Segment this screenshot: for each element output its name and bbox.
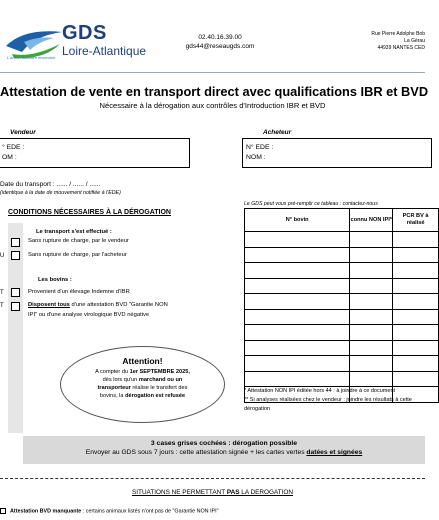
bovins-heading: Les bovins : [38, 277, 72, 283]
table-cell[interactable] [245, 356, 350, 372]
table-cell[interactable] [350, 356, 393, 372]
table-cell[interactable] [350, 278, 393, 294]
checkbox-manquante[interactable] [0, 508, 6, 514]
table-cell[interactable] [393, 371, 439, 387]
header-divider [0, 72, 425, 73]
table-row [245, 278, 439, 294]
document-subtitle: Nécessaire à la dérogation aux contrôles d'Introduction IBR et BVD [99, 101, 326, 110]
table-cell[interactable] [245, 278, 350, 294]
situations-title: SITUATIONS NE PERMETTANT PAS LA DEROGATION [132, 489, 293, 496]
derogation-line-1: 3 cases grises cochées : dérogation possible [150, 440, 298, 447]
table-cell[interactable] [350, 371, 393, 387]
table-body [245, 232, 439, 403]
table-row [245, 356, 439, 372]
acheteur-label: Acheteur [263, 129, 292, 136]
checkbox-ibr[interactable] [11, 288, 20, 297]
bovins-table [244, 208, 439, 403]
checkbox-bvd[interactable] [11, 302, 20, 311]
table-row [245, 309, 439, 325]
table-cell[interactable] [245, 340, 350, 356]
acheteur-box[interactable] [242, 138, 432, 168]
table-cell[interactable] [245, 294, 350, 310]
option-vendeur: Sans rupture de charge, par le vendeur [28, 238, 129, 244]
address-block [371, 31, 425, 52]
option-ibr: Provenient d'un élevage Indemne d'IBR [28, 289, 130, 295]
acheteur-ede: N° EDE : [246, 144, 274, 151]
table-cell[interactable] [350, 325, 393, 341]
table-cell[interactable] [245, 247, 350, 263]
email[interactable]: gds44@reseaugds.com [185, 43, 255, 50]
header-non-ipi: connu NON IPI* [350, 209, 393, 232]
contact-block [160, 33, 280, 51]
attention-text: A compter du 1er SEPTEMBRE 2025, dès lors qu'un marchand ou un transporteur réalise le transfert des bovins, la dérogation est refusée [95, 369, 190, 399]
table-row [245, 263, 439, 279]
option-bvd-rest: d'une attestation BVD "Garantie NON [69, 302, 168, 308]
checkbox-acheteur[interactable] [11, 251, 20, 260]
vendeur-box[interactable] [0, 138, 190, 168]
table-cell[interactable] [393, 278, 439, 294]
table-cell[interactable] [350, 263, 393, 279]
footnote-2: ** Si analyses réalisées chez le vendeur : joindre les résultats à cette dérogation [244, 396, 412, 412]
logo-tagline: L'action sanitaire ensemble [7, 55, 56, 60]
option-bvd-line1 [28, 302, 168, 308]
derogation-box [23, 436, 425, 464]
checkbox-vendeur[interactable] [11, 238, 20, 247]
table-header-row [245, 209, 439, 232]
table-cell[interactable] [350, 340, 393, 356]
vendeur-label: Vendeur [10, 129, 36, 136]
table-footnotes [244, 387, 414, 413]
vendeur-ede: ° EDE : [2, 144, 25, 151]
transport-date-field[interactable]: Date du transport : ...... / ...... / ...... [0, 181, 101, 188]
side-letter-t2: T [0, 303, 4, 309]
table-cell[interactable] [350, 294, 393, 310]
logo-region: Loire-Atlantique [62, 44, 147, 58]
attention-title: Attention! [122, 356, 163, 366]
attention-callout [60, 346, 225, 423]
situation-bvd-manquante: Attestation BVD manquante : certains animaux listés n'ont pas de "Garantie NON IPI" [0, 508, 219, 514]
table-cell[interactable] [393, 232, 439, 248]
address-line-2: La Gérau [404, 38, 425, 44]
option-bvd-line2: IPI" ou d'une analyse virologique BVD négative [28, 312, 150, 318]
footnote-1: * Attestation NON IPI éditée hors 44 : à joindre à ce document [244, 388, 396, 394]
derogation-line-2: Envoyer au GDS sous 7 jours : cette attestation signée + les cartes vertes datées et signées [85, 449, 363, 456]
logo-wordmark: GDS [62, 22, 107, 44]
address-line-1: Rue Pierre Adolphe Bob [371, 31, 425, 37]
table-row [245, 340, 439, 356]
table-row [245, 294, 439, 310]
table-cell[interactable] [393, 356, 439, 372]
header-n-bovin: N° bovin [245, 209, 350, 232]
dashed-divider [0, 478, 425, 479]
table-cell[interactable] [350, 247, 393, 263]
side-letter-u: U [0, 253, 5, 259]
table-cell[interactable] [350, 309, 393, 325]
acheteur-nom: NOM : [246, 153, 266, 161]
table-cell[interactable] [393, 247, 439, 263]
address-line-3: 44939 NANTES CED [377, 45, 425, 51]
table-cell[interactable] [245, 263, 350, 279]
table-row [245, 247, 439, 263]
vendeur-nom: OM : [2, 153, 17, 161]
table-cell[interactable] [393, 309, 439, 325]
transport-heading: Le transport s'est effectué : [36, 229, 112, 235]
option-bvd-emphasis: Disposent tous [28, 302, 70, 308]
table-cell[interactable] [245, 325, 350, 341]
option-acheteur: Sans rupture de charge, par l'acheteur [28, 252, 127, 258]
table-row [245, 325, 439, 341]
table-cell[interactable] [350, 232, 393, 248]
conditions-title: CONDITIONS NÉCESSAIRES À LA DÉROGATION [8, 209, 171, 216]
table-cell[interactable] [245, 232, 350, 248]
header-pcr: PCR BV à réalisé [393, 209, 439, 232]
table-cell[interactable] [245, 371, 350, 387]
table-cell[interactable] [393, 340, 439, 356]
table-cell[interactable] [393, 263, 439, 279]
transport-date-note: (identique à la date de mouvement notifiée à l'EDE) [0, 190, 121, 196]
table-row [245, 371, 439, 387]
table-cell[interactable] [393, 325, 439, 341]
document-title: Attestation de vente en transport direct avec qualifications IBR et BVD [0, 84, 429, 99]
side-letter-t1: T [0, 290, 4, 296]
table-row [245, 232, 439, 248]
phone: 02.40.16.39.00 [198, 34, 242, 41]
table-cell[interactable] [393, 294, 439, 310]
table-cell[interactable] [245, 309, 350, 325]
table-intro: Le GDS peut vous pré-remplir ce tableau : contactez-nous [244, 201, 378, 207]
